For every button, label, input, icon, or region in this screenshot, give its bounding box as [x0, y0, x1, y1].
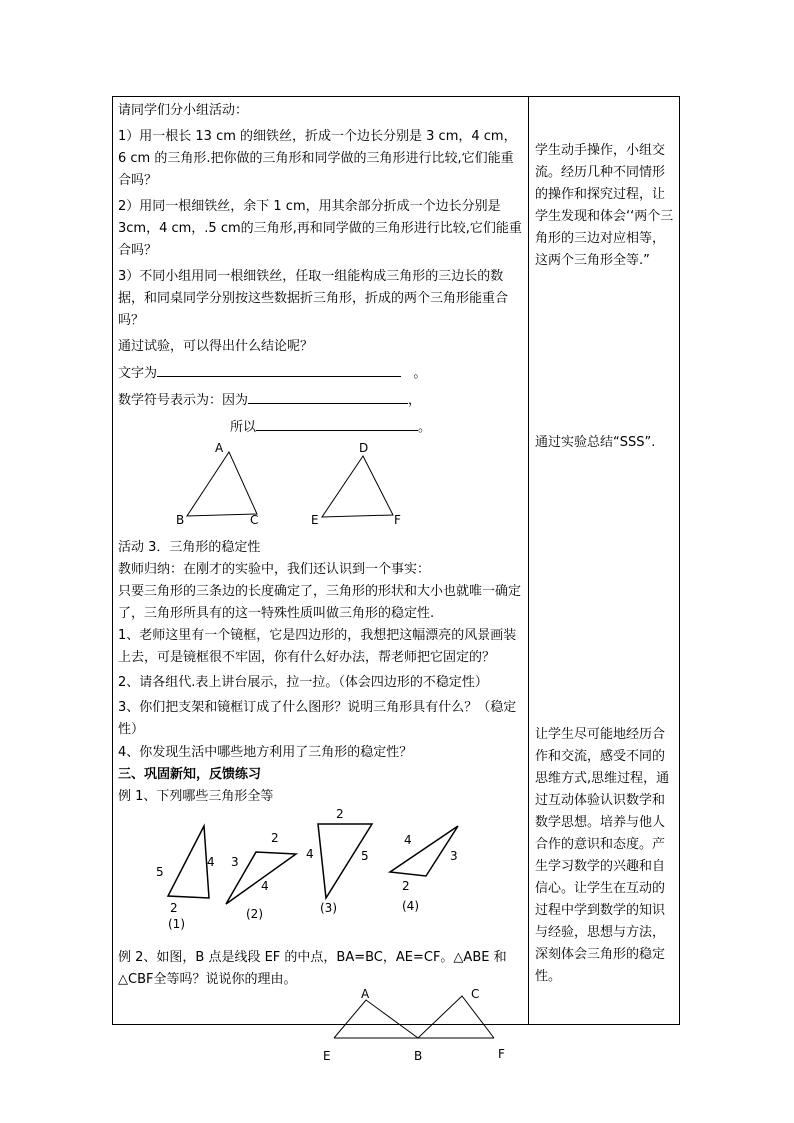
ex2-label-f: F: [498, 1047, 505, 1061]
t4-side-a: 4: [404, 833, 412, 847]
task-4: 4、你发现生活中哪些地方利用了三角形的稳定性？: [118, 745, 413, 760]
ex2-label-e: E: [323, 1049, 331, 1063]
t2-side-b: 3: [231, 855, 239, 869]
ex2-label-c: C: [471, 987, 480, 1001]
example-2-figure: [318, 982, 518, 1066]
activity-3-title: 活动 3．三角形的稳定性: [118, 540, 261, 555]
text-conclusion-line: [118, 362, 524, 385]
conclusion-question: 通过试验，可以得出什么结论呢？: [118, 339, 314, 354]
text-end: 。: [413, 366, 427, 381]
t1-caption: (1): [168, 917, 185, 931]
t4-side-c: 2: [402, 879, 410, 893]
triangles-abe-cbf: [334, 996, 494, 1038]
task-3: 3、你们把支架和镜框订成了什么图形？说明三角形具有什么？（稳定性）: [118, 700, 517, 737]
side-note-1: 学生动手操作，小组交流。经历几种不同情形的操作和探究过程，让学生发现和体会‘‘两个三角形的三边对应相等，这两个三角形全等.”: [535, 143, 674, 268]
t3-side-b: 4: [306, 847, 314, 861]
t4-side-b: 3: [450, 849, 458, 863]
t3-side-a: 2: [336, 808, 344, 821]
vertex-a: A: [215, 441, 224, 455]
ex2-label-a: A: [361, 987, 370, 1001]
main-column: [118, 100, 524, 439]
activity-item-1: 1）用一根长 13 cm 的细铁丝，折成一个边长分别是 3 cm，4 cm，6 cm 的三角形.把你做的三角形和同学做的三角形进行比较,它们能重合吗？: [118, 129, 517, 188]
symbol-line: [118, 389, 524, 412]
task-1: 1、老师这里有一个镜框，它是四边形的，我想把这幅漂亮的风景画装上去，可是镜框很不牢固，你有什么好办法，帮老师把它固定的？: [118, 628, 517, 665]
t1-side-b: 4: [207, 855, 215, 869]
ex1-triangle-1: [168, 826, 209, 898]
side-note-3: 让学生尽可能地经历合作和交流，感受不同的思维方式,思维过程，通过互动体验认识数学和数学思想。培养与他人合作的意识和态度。产生学习数学的兴趣和自信心。让学生在互动的过程中学到数学的知识与经验，思想与方法，深刻体会三角形的稳定性。: [535, 727, 670, 984]
because-blank: [248, 389, 408, 404]
ex1-triangle-4: [390, 826, 458, 876]
vertex-c: C: [250, 513, 259, 527]
vertex-e: E: [311, 513, 319, 527]
t1-side-c: 2: [170, 901, 178, 915]
so-blank: [256, 416, 418, 431]
symbol-label: 数学符号表示为：因为: [118, 393, 249, 408]
ex2-label-b: B: [414, 1049, 423, 1063]
so-end: 。: [418, 420, 432, 435]
symbol-comma: ，: [408, 393, 422, 408]
t2-side-a: 2: [271, 831, 279, 845]
teacher-summary-2: 只要三角形的三条边的长度确定了，三角形的形状和大小也就唯一确定了，三角形所具有的这一特殊性质叫做三角形的稳定性.: [118, 584, 522, 621]
text-label: 文字为: [118, 366, 158, 381]
teacher-summary-1: 教师归纳：在刚才的实验中，我们还认识到一个事实：: [118, 562, 431, 577]
triangle-abc: [187, 452, 257, 516]
text-blank: [157, 362, 401, 377]
vertex-f: F: [394, 513, 401, 527]
activity-item-3: 3）不同小组用同一根细铁丝，任取一组能构成三角形的三边长的数据，和同桌同学分别按这些数据折三角形，折成的两个三角形能重合吗？: [118, 269, 509, 328]
t2-side-c: 4: [261, 879, 269, 893]
t3-side-c: 5: [361, 849, 369, 863]
so-line: [118, 416, 524, 439]
intro-text: 请同学们分小组活动：: [118, 103, 249, 118]
example-1-title: 例 1、下列哪些三角形全等: [118, 789, 274, 804]
so-label: 所以: [230, 420, 257, 435]
side-note-2: 通过实验总结“SSS”.: [535, 435, 656, 450]
task-2: 2、请各组代.表上讲台展示，拉一拉。（体会四边形的不稳定性）: [118, 675, 488, 690]
vertex-b: B: [176, 513, 185, 527]
section-3-heading: 三、巩固新知，反馈练习: [118, 767, 262, 782]
t4-caption: (4): [402, 899, 419, 913]
t1-side-a: 5: [156, 865, 164, 879]
activity-item-2: 2）用同一根细铁丝，余下 1 cm，用其余部分折成一个边长分别是3cm，4 cm，.5 cm的三角形,再和同学做的三角形进行比较,它们能重合吗？: [118, 199, 522, 258]
t2-caption: (2): [246, 907, 263, 921]
example-1-figure: [146, 808, 486, 940]
main-column-lower: [118, 537, 524, 808]
t3-caption: (3): [320, 901, 337, 915]
column-divider: [528, 96, 529, 1025]
example-2-text: 例 2、如图，B 点是线段 EF 的中点，BA=BC，AE=CF。△ABE 和△CBF全等吗？说说你的理由。: [118, 950, 507, 987]
vertex-d: D: [359, 441, 369, 455]
congruent-triangles-figure: [170, 438, 410, 530]
triangle-def: [322, 456, 393, 517]
